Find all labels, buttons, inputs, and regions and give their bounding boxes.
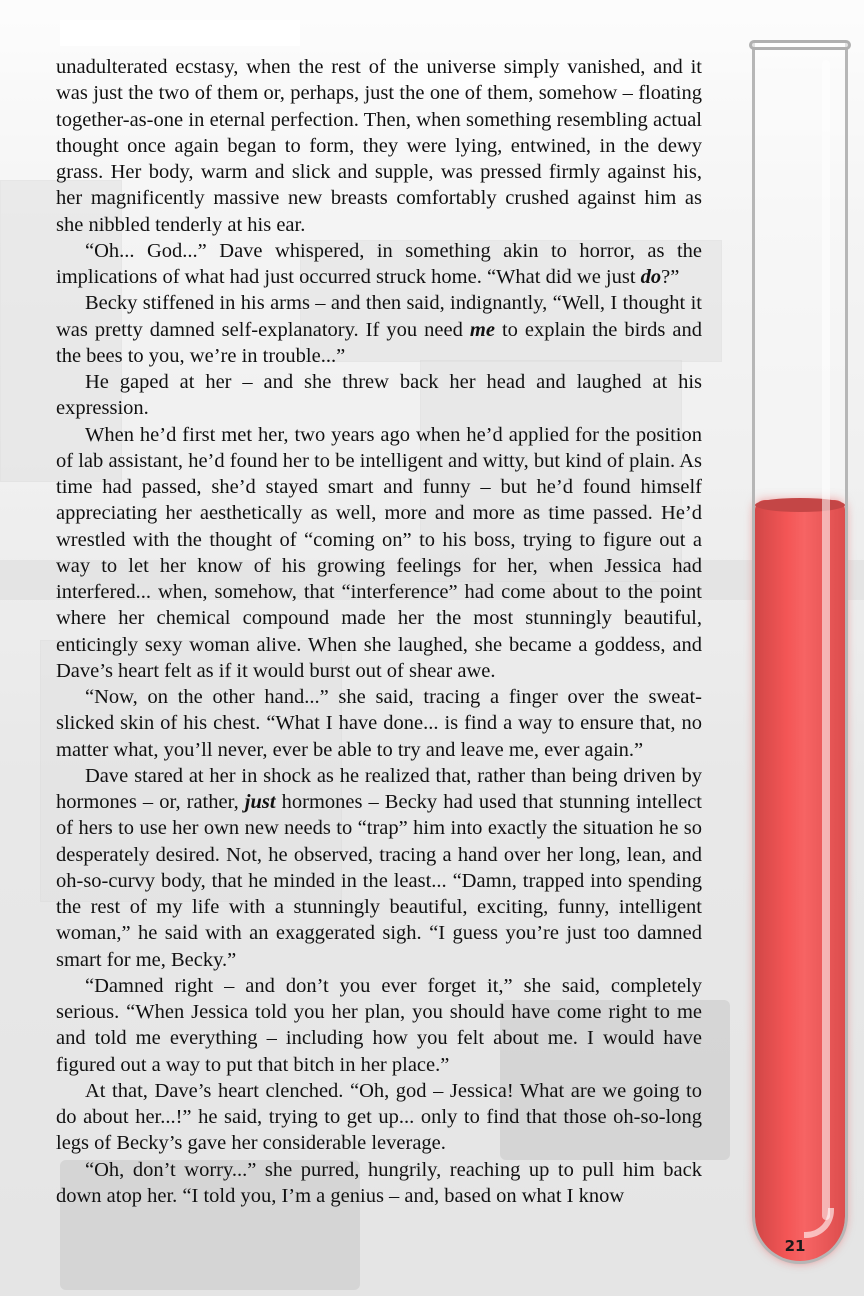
page-number: 21 [784, 1237, 806, 1255]
paragraph-text: Becky stiffened in his arms – and then said, indignantly, “Well, I thought it was pretty damned self-explanatory. If you need [56, 292, 702, 341]
paragraph-text: “Oh... God...” Dave whispered, in something akin to horror, as the implications of what had just occurred struck home. “What did we just [56, 239, 702, 288]
paragraph [56, 422, 702, 685]
paragraph-text: to explain the birds and the bees to you, we’re in trouble...” [56, 318, 702, 367]
paragraph-text: ?” [661, 266, 680, 288]
paragraph [56, 238, 702, 291]
paragraph [56, 763, 702, 973]
paragraph-text: “Damned right – and don’t you ever forget it,” she said, completely serious. “When Jessica told you her plan, you should have come right to me and told me everything – including how you felt about me. I would have figured out a way to put that bitch in her place.” [56, 974, 702, 1076]
story-text [56, 54, 702, 1209]
paragraph [56, 369, 702, 422]
glass-reflection [822, 60, 830, 1220]
paragraph-text: Dave stared at her in shock as he realized that, rather than being driven by hormones – or, rather, [56, 764, 702, 813]
paragraph [56, 1078, 702, 1157]
emphasized-text: just [244, 791, 276, 813]
paragraph-text: At that, Dave’s heart clenched. “Oh, god – Jessica! What are we going to do about her...!” he said, trying to get up... only to find that those oh-so-long legs of Becky’s gave her considerable leverage. [56, 1079, 702, 1155]
paragraph [56, 684, 702, 763]
paragraph [56, 54, 702, 238]
paragraph [56, 290, 702, 369]
paragraph-text: hormones – Becky had used that stunning intellect of hers to use her own new needs to “trap” him into exactly the situation he so desperately desired. Not, he observed, tracing a hand over her long, lean, and oh-so-curvy body, that he minded in the least... “Damn, trapped into spending the rest of my life with a stunningly beautiful, exciting, funny, intelligent woman,” he said with an exaggerated sigh. “I guess you’re just too damned smart for me, Becky.” [56, 791, 702, 971]
paragraph [56, 973, 702, 1078]
paragraph-text: unadulterated ecstasy, when the rest of the universe simply vanished, and it was just the two of them or, perhaps, just the one of them, somehow – floating together-as-one in eternal perfection. Then, when something resembling actual thought once again began to form, they were lying, entwined, in the dewy grass. Her body, warm and slick and supple, was pressed firmly against his, her magnificently massive new breasts comfortably crushed against him as she nibbled tenderly at his ear. [56, 56, 702, 236]
test-tube-rim [749, 40, 851, 50]
emphasized-text: me [469, 318, 495, 341]
emphasized-text: do [640, 266, 662, 288]
paragraph-text: He gaped at her – and she threw back her head and laughed at his expression. [56, 371, 702, 420]
paragraph [56, 1157, 702, 1210]
paragraph-text: “Oh, don’t worry...” she purred, hungrily, reaching up to pull him back down atop her. “I told you, I’m a genius – and, based on what I know [56, 1158, 702, 1207]
paragraph-text: When he’d first met her, two years ago when he’d applied for the position of lab assistant, he’d found her to be intelligent and witty, but kind of plain. As time had passed, she’d stayed smart and funny – but he’d found himself appreciating her aesthetically as well, more and more as time passed. He’d wrestled with the thought of “coming on” to his boss, trying to figure out a way to let her know of his growing feelings for her, when Jessica had interfered... when, somehow, that “interference” had come about to the point where her chemical compound made her the most stunningly beautiful, enticingly sexy woman alive. When she laughed, she became a goddess, and Dave’s heart felt as if it would burst out of shear awe. [56, 423, 702, 682]
test-tube-icon [752, 42, 848, 1264]
paragraph-text: “Now, on the other hand...” she said, tracing a finger over the sweat-slicked skin of his chest. “What I have done... is find a way to ensure that, no matter what, you’ll never, ever be able to try and leave me, ever again.” [56, 686, 702, 761]
